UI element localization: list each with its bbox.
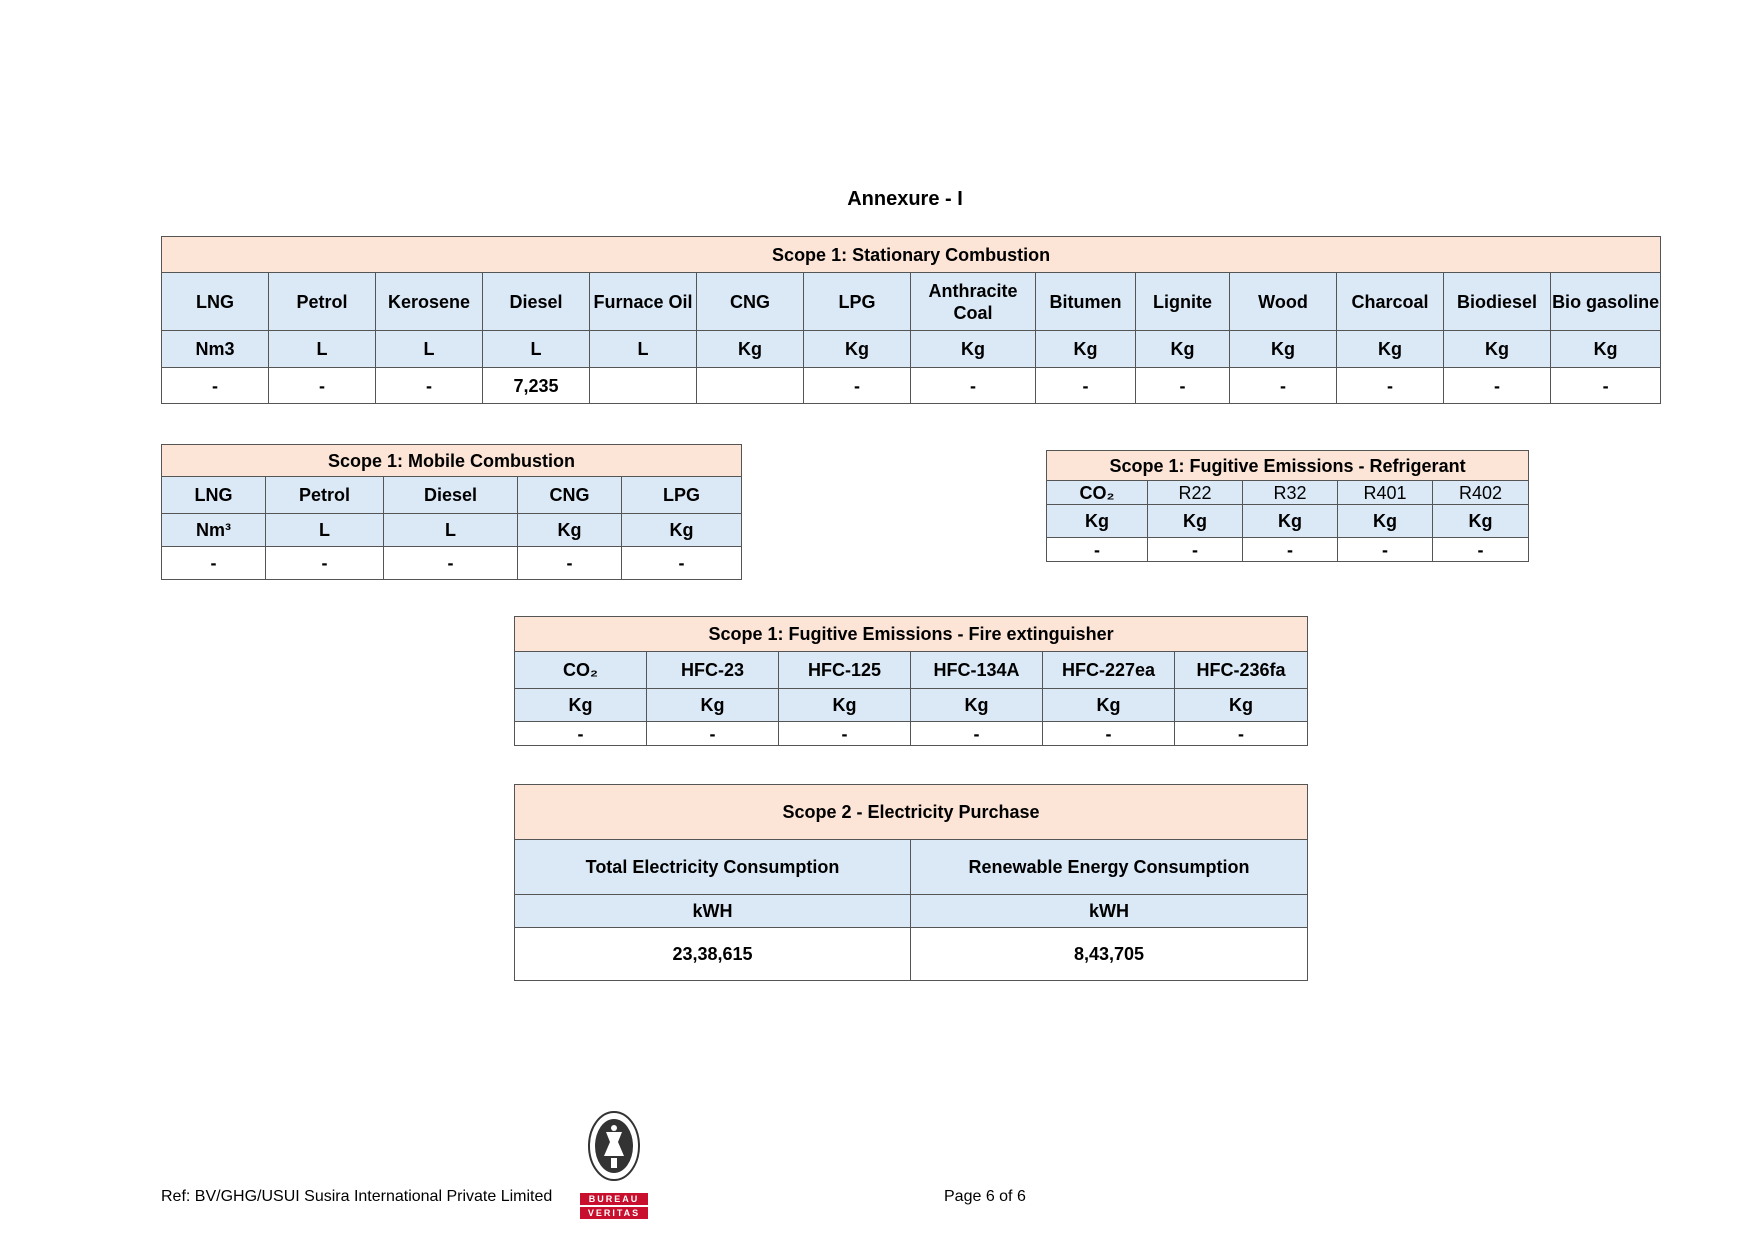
stationary-value: - <box>1230 368 1337 404</box>
refrigerant-col-r401: R401 <box>1338 481 1433 505</box>
stationary-unit: Kg <box>1337 331 1444 368</box>
refrigerant-col-r32: R32 <box>1243 481 1338 505</box>
fire-value: - <box>1175 722 1308 746</box>
refrigerant-unit: Kg <box>1338 505 1433 538</box>
refrigerant-unit: Kg <box>1148 505 1243 538</box>
stationary-col-wood: Wood <box>1230 273 1337 331</box>
refrigerant-value: - <box>1433 538 1529 562</box>
stationary-unit: Kg <box>911 331 1036 368</box>
refrigerant-value: - <box>1047 538 1148 562</box>
stationary-unit: Kg <box>1036 331 1136 368</box>
seal-icon <box>580 1108 648 1186</box>
bureau-veritas-logo <box>580 1108 648 1219</box>
fire-value: - <box>647 722 779 746</box>
mobile-unit: Kg <box>518 514 622 547</box>
stationary-col-charcoal: Charcoal <box>1337 273 1444 331</box>
stationary-col-diesel: Diesel <box>483 273 590 331</box>
stationary-unit: Kg <box>1136 331 1230 368</box>
stationary-combustion-table <box>161 236 1661 404</box>
stationary-value: - <box>376 368 483 404</box>
stationary-col-petrol: Petrol <box>269 273 376 331</box>
stationary-unit: Kg <box>697 331 804 368</box>
fire-value: - <box>1043 722 1175 746</box>
refrigerant-unit: Kg <box>1047 505 1148 538</box>
fire-value: - <box>911 722 1043 746</box>
stationary-unit: Nm3 <box>162 331 269 368</box>
stationary-value: - <box>911 368 1036 404</box>
mobile-value: - <box>266 547 384 580</box>
mobile-col-cng: CNG <box>518 477 622 514</box>
logo-word-bottom: VERITAS <box>580 1207 648 1219</box>
fire-value: - <box>779 722 911 746</box>
stationary-col-kerosene: Kerosene <box>376 273 483 331</box>
refrigerant-value: - <box>1148 538 1243 562</box>
fire-unit: Kg <box>1043 689 1175 722</box>
electricity-unit: kWH <box>911 895 1308 928</box>
electricity-col-renewable: Renewable Energy Consumption <box>911 840 1308 895</box>
fire-unit: Kg <box>1175 689 1308 722</box>
fire-unit: Kg <box>911 689 1043 722</box>
stationary-unit: L <box>269 331 376 368</box>
stationary-value <box>697 368 804 404</box>
stationary-value <box>590 368 697 404</box>
mobile-col-lpg: LPG <box>622 477 742 514</box>
page-title: Annexure - I <box>847 188 963 210</box>
electricity-renewable-value: 8,43,705 <box>911 928 1308 981</box>
fire-col-hfc-134a: HFC-134A <box>911 652 1043 689</box>
stationary-col-lpg: LPG <box>804 273 911 331</box>
fire-col-hfc-23: HFC-23 <box>647 652 779 689</box>
stationary-unit: Kg <box>1444 331 1551 368</box>
fire-col-co2: CO₂ <box>515 652 647 689</box>
mobile-col-lng: LNG <box>162 477 266 514</box>
footer-reference: Ref: BV/GHG/USUI Susira International Private Limited <box>161 1188 553 1205</box>
stationary-col-furnace-oil: Furnace Oil <box>590 273 697 331</box>
stationary-col-lignite: Lignite <box>1136 273 1230 331</box>
stationary-col-biodiesel: Biodiesel <box>1444 273 1551 331</box>
mobile-col-diesel: Diesel <box>384 477 518 514</box>
refrigerant-heading: Scope 1: Fugitive Emissions - Refrigerant <box>1047 451 1529 481</box>
stationary-value: 7,235 <box>483 368 590 404</box>
stationary-value: - <box>1136 368 1230 404</box>
electricity-col-total: Total Electricity Consumption <box>515 840 911 895</box>
stationary-value: - <box>1444 368 1551 404</box>
stationary-col-bitumen: Bitumen <box>1036 273 1136 331</box>
fire-heading: Scope 1: Fugitive Emissions - Fire extinguisher <box>515 617 1308 652</box>
stationary-unit: L <box>376 331 483 368</box>
mobile-combustion-table <box>161 444 742 580</box>
logo-word-top: BUREAU <box>580 1193 648 1205</box>
fire-unit: Kg <box>647 689 779 722</box>
stationary-unit: Kg <box>1551 331 1661 368</box>
mobile-value: - <box>162 547 266 580</box>
stationary-col-anthracite-coal: Anthracite Coal <box>911 273 1036 331</box>
stationary-col-bio-gasoline: Bio gasoline <box>1551 273 1661 331</box>
stationary-col-lng: LNG <box>162 273 269 331</box>
fire-col-hfc-227ea: HFC-227ea <box>1043 652 1175 689</box>
refrigerant-col-r402: R402 <box>1433 481 1529 505</box>
stationary-value: - <box>1337 368 1444 404</box>
fire-unit: Kg <box>515 689 647 722</box>
mobile-value: - <box>622 547 742 580</box>
stationary-value: - <box>1551 368 1661 404</box>
stationary-value: - <box>1036 368 1136 404</box>
refrigerant-value: - <box>1243 538 1338 562</box>
stationary-value: - <box>804 368 911 404</box>
mobile-unit: L <box>384 514 518 547</box>
electricity-heading: Scope 2 - Electricity Purchase <box>515 785 1308 840</box>
refrigerant-col-co2: CO₂ <box>1047 481 1148 505</box>
stationary-unit: Kg <box>804 331 911 368</box>
mobile-unit: Kg <box>622 514 742 547</box>
stationary-col-cng: CNG <box>697 273 804 331</box>
electricity-table <box>514 784 1308 981</box>
fire-col-hfc-125: HFC-125 <box>779 652 911 689</box>
stationary-unit: L <box>483 331 590 368</box>
fire-unit: Kg <box>779 689 911 722</box>
fire-extinguisher-table <box>514 616 1308 746</box>
refrigerant-unit: Kg <box>1433 505 1529 538</box>
electricity-unit: kWH <box>515 895 911 928</box>
mobile-unit: L <box>266 514 384 547</box>
stationary-heading: Scope 1: Stationary Combustion <box>162 237 1661 273</box>
mobile-col-petrol: Petrol <box>266 477 384 514</box>
fire-col-hfc-236fa: HFC-236fa <box>1175 652 1308 689</box>
refrigerant-unit: Kg <box>1243 505 1338 538</box>
refrigerant-col-r22: R22 <box>1148 481 1243 505</box>
stationary-unit: L <box>590 331 697 368</box>
mobile-unit: Nm³ <box>162 514 266 547</box>
mobile-value: - <box>518 547 622 580</box>
stationary-unit: Kg <box>1230 331 1337 368</box>
refrigerant-table <box>1046 450 1529 562</box>
electricity-total-value: 23,38,615 <box>515 928 911 981</box>
stationary-value: - <box>269 368 376 404</box>
fire-value: - <box>515 722 647 746</box>
mobile-heading: Scope 1: Mobile Combustion <box>162 445 742 477</box>
mobile-value: - <box>384 547 518 580</box>
page-number: Page 6 of 6 <box>944 1188 1026 1205</box>
stationary-value: - <box>162 368 269 404</box>
refrigerant-value: - <box>1338 538 1433 562</box>
